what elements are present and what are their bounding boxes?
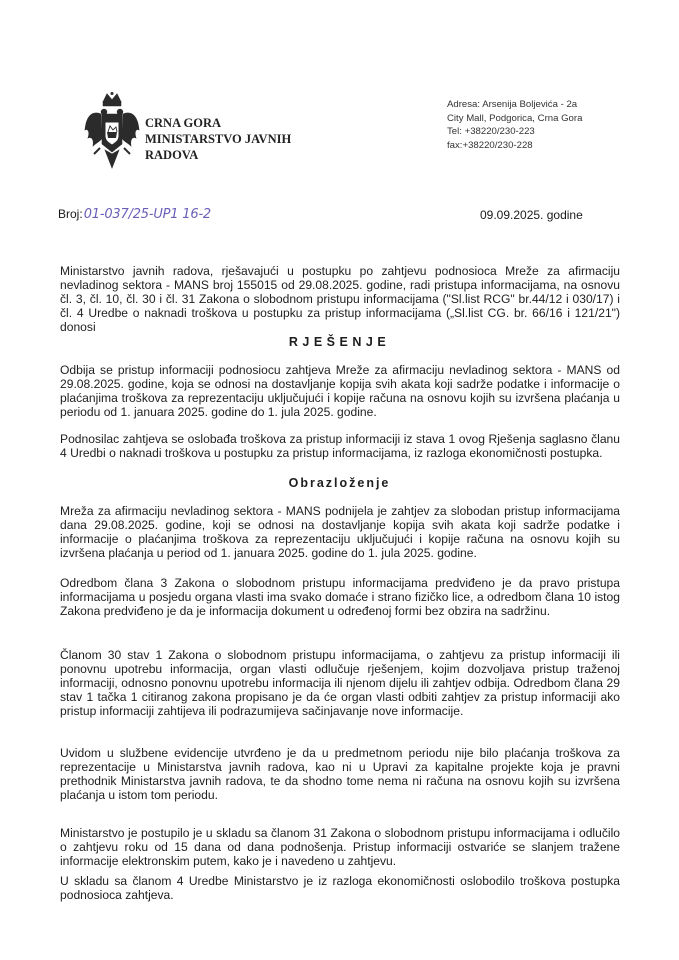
broj-label: Broj: [58, 207, 83, 221]
decision-paragraph: Odbija se pristup informaciji podnosiocu zahtjeva Mreže za afirmaciju nevladinog sektora - MANS od 29.08.2025. godine, koja se odnosi na dostavljanje kopija svih akata koji sadrže podatke i informacije o plaćanjima troškova za reprezentaciju uključujući i kopije računa na osnovu kojih su izvršena plaćanja u periodu od 1. januara 2025. godine do 1. jula 2025. godine. [60, 363, 620, 420]
decision-paragraph: Podnosilac zahtjeva se oslobađa troškova za pristup informaciji iz stava 1 ovog Rješenja saglasno članu 4 Uredbi o naknadi troškova u postupku za pristup informacijama, iz razloga ekonomičnosti postupka. [60, 432, 620, 461]
intro-paragraph: Ministarstvo javnih radova, rješavajući u postupku po zahtjevu podnosioca Mreže za afirmaciju nevladinog sektora - MANS broj 155015 od 29.08.2025. godine, radi pristupa informacijama, na osnovu čl. 3, čl. 10, čl. 30 i čl. 31 Zakona o slobodnom pristupu informacijama ("Sl.list RCG" br.44/12 i 030/17) i čl. 4 Uredbe o naknadi troškova u postupku za pristup informacijama („Sl.list CG. br. 66/16 i 121/21") donosi [60, 264, 620, 335]
reasoning-paragraph: Odredbom člana 3 Zakona o slobodnom pristupu informacijama predviđeno je da pravo pristupa informacijama u posjedu organa vlasti ima svako domaće i strano fizičko lice, a odredbom člana 10 istog Zakona predviđeno je da je informacija dokument u određenoj formi bez obzira na sadržinu. [60, 576, 620, 619]
ministry-name [145, 115, 291, 163]
fax-line: fax:+38220/230-228 [447, 139, 533, 151]
reasoning-paragraph: Mreža za afirmaciju nevladinog sektora - MANS podnijela je zahtjev za slobodan pristup informacijama dana 29.08.2025. godine, koji se odnosi na dostavljanje kopija svih akata koji sadrže podatke i informacije o plaćanjima troškova za reprezentaciju uključujući i kopije računa na osnovu kojih su izvršena plaćanja u period od 1. januara 2025. godine do 1. jula 2025. godine. [60, 504, 620, 561]
org-line-1: CRNA GORA [145, 116, 222, 130]
coat-of-arms-icon [83, 92, 141, 170]
phone-line: Tel: +38220/230-223 [447, 126, 535, 137]
address-line: City Mall, Podgorica, Crna Gora [447, 112, 583, 124]
reasoning-heading: Obrazloženje [288, 476, 391, 490]
broj-handwritten-value: 01-037/25-UP1 16-2 [83, 207, 212, 222]
reasoning-paragraph: U skladu sa članom 4 Uredbe Ministarstvo je iz razloga ekonomičnosti oslobodilo troškova postupka podnosioca zahtjeva. [60, 874, 620, 903]
reasoning-paragraph: Uvidom u službene evidencije utvrđeno je da u predmetnom periodu nije bilo plaćanja troškova za reprezentacije u Ministarstva javnih radova, kao ni u Upravi za kapitalne projekte koja je pravni prethodnik Ministarstva javnih radova, te da shodno tome nema ni računa na osnovu kojih su izvršena plaćanja u istom tom periodu. [60, 746, 620, 803]
reasoning-paragraph: Ministarstvo je postupilo je u skladu sa članom 31 Zakona o slobodnom pristupu informacijama i odlučilo o zahtjevu roku od 15 dana od dana podnošenja. Pristup informaciji ostvariće se slanjem tražene informacije elektronskim putem, kako je i navedeno u zahtjevu. [60, 826, 620, 869]
reasoning-paragraph: Članom 30 stav 1 Zakona o slobodnom pristupu informacijama, o zahtjevu za pristup informaciji ili ponovnu upotrebu informacija, organ vlasti odlučuje rješenjem, kojim dozvoljava pristup traženoj informaciji, odnosno ponovnu upotrebu informacija ili njenom dijelu ili zahtjev odbija. Odredbom člana 29 stav 1 tačka 1 citiranog zakona propisano je da će organ vlasti odbiti zahtjev za pristup informaciji ako pristup informaciji zahtijeva ili podrazumijeva sačinjavanje nove informacije. [60, 648, 620, 719]
reference-number [58, 207, 211, 222]
address-line: Adresa: Arsenija Boljevića - 2a [447, 99, 578, 110]
document-date: 09.09.2025. godine [480, 208, 583, 222]
org-line-2: MINISTARSTVO JAVNIH [145, 132, 292, 146]
address-block [447, 98, 582, 152]
org-line-3: RADOVA [145, 148, 199, 162]
decision-heading: RJEŠENJE [288, 335, 391, 349]
